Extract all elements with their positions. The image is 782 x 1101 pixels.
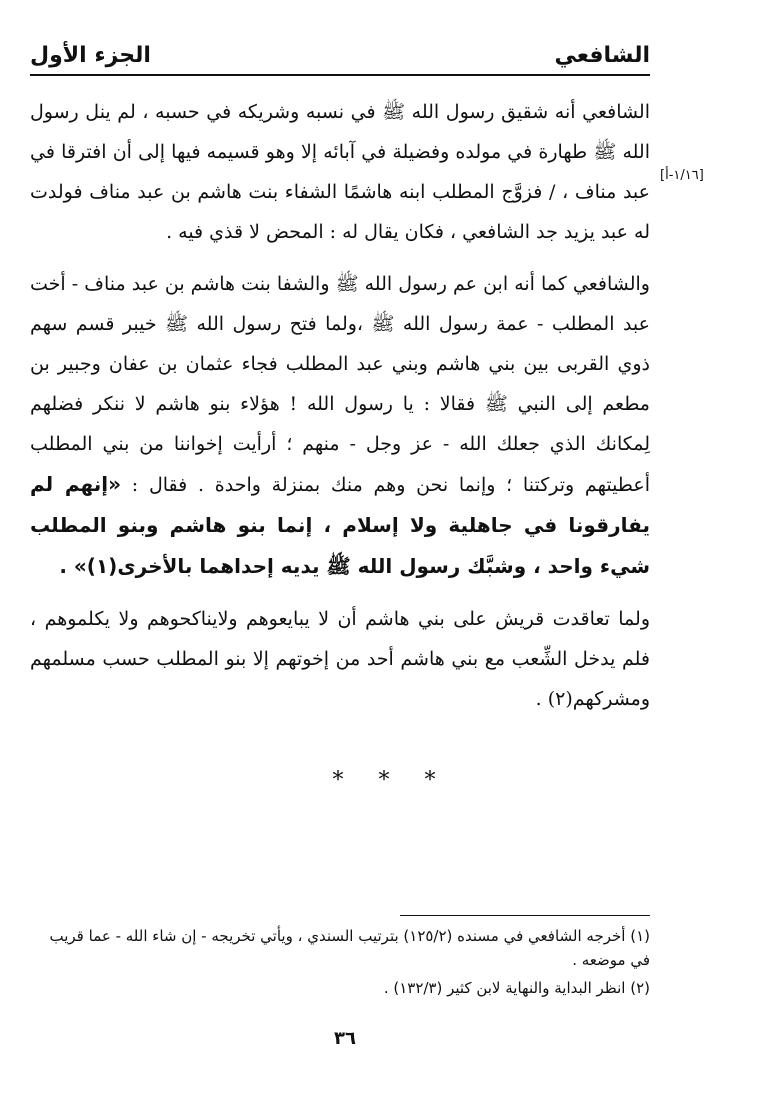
part-label: الجزء الأول xyxy=(30,43,151,68)
book-title: الشافعي xyxy=(554,43,650,68)
page-header xyxy=(30,28,650,76)
footnotes xyxy=(30,924,650,1004)
footnote-rule xyxy=(400,915,650,916)
paragraph-2-text: والشافعي كما أنه ابن عم رسول الله ﷺ والشفا بنت هاشم بن عبد مناف - أخت عبد المطلب - عمة رسول الله ﷺ ،ولما فتح رسول الله ﷺ خيبر قسم سهم ذوي القربى بين بني هاشم وبني عبد المطلب فجاء عثمان بن عفان وجبير بن مطعم إلى النبي ﷺ فقالا : يا رسول الله ! هؤلاء بنو هاشم لا ننكر فضلهم لِمكانك الذي جعلك الله - عز وجل - منهم ؛ أرأيت إخواننا من بني المطلب أعطيتهم وتركتنا ؛ وإنما نحن وهم منك بمنزلة واحدة . فقال : xyxy=(30,273,651,496)
paragraph-1: الشافعي أنه شقيق رسول الله ﷺ في نسبه وشريكه في حسبه ، لم ينل رسول الله ﷺ طهارة في مولده وفضيلة في آبائه إلا وهو قسيمه فيها إلى أن افترقا في عبد مناف ، / فزوَّج المطلب ابنه هاشمًا الشفاء بنت هاشم بن عبد مناف فولدت له عبد يزيد جد الشافعي ، فكان يقال له : المحض لا قذي فيه . xyxy=(30,101,650,243)
paragraph-2 xyxy=(30,264,650,587)
footnote-2: (٢) انظر البداية والنهاية لابن كثير (١٣٢/٣) . xyxy=(383,979,650,997)
margin-reference: [١/١٦-أ] xyxy=(660,168,704,183)
hadith-quote: «إنهم لم يفارقونا في جاهلية ولا إسلام ، إنما بنو هاشم وبنو المطلب شيء واحد ، وشبَّك رسول الله ﷺ يديه إحداهما بالأخرى(١)» . xyxy=(30,472,650,578)
paragraph-3: ولما تعاقدت قريش على بني هاشم أن لا يبايعوهم ولايناكحوهم ولا يكلموهم ، فلم يدخل الشِّعب مع بني هاشم أحد من إخوتهم إلا بنو المطلب حسب مسلمهم ومشركهم(٢) . xyxy=(30,608,650,710)
footnote-1: (١) أخرجه الشافعي في مسنده (١٢٥/٢) بترتيب السندي ، ويأتي تخريجه - إن شاء الله - عما قريب في موضعه . xyxy=(49,927,650,969)
page-number: ٣٦ xyxy=(334,1028,356,1049)
main-text xyxy=(30,92,650,731)
section-separator: * * * xyxy=(332,768,450,793)
